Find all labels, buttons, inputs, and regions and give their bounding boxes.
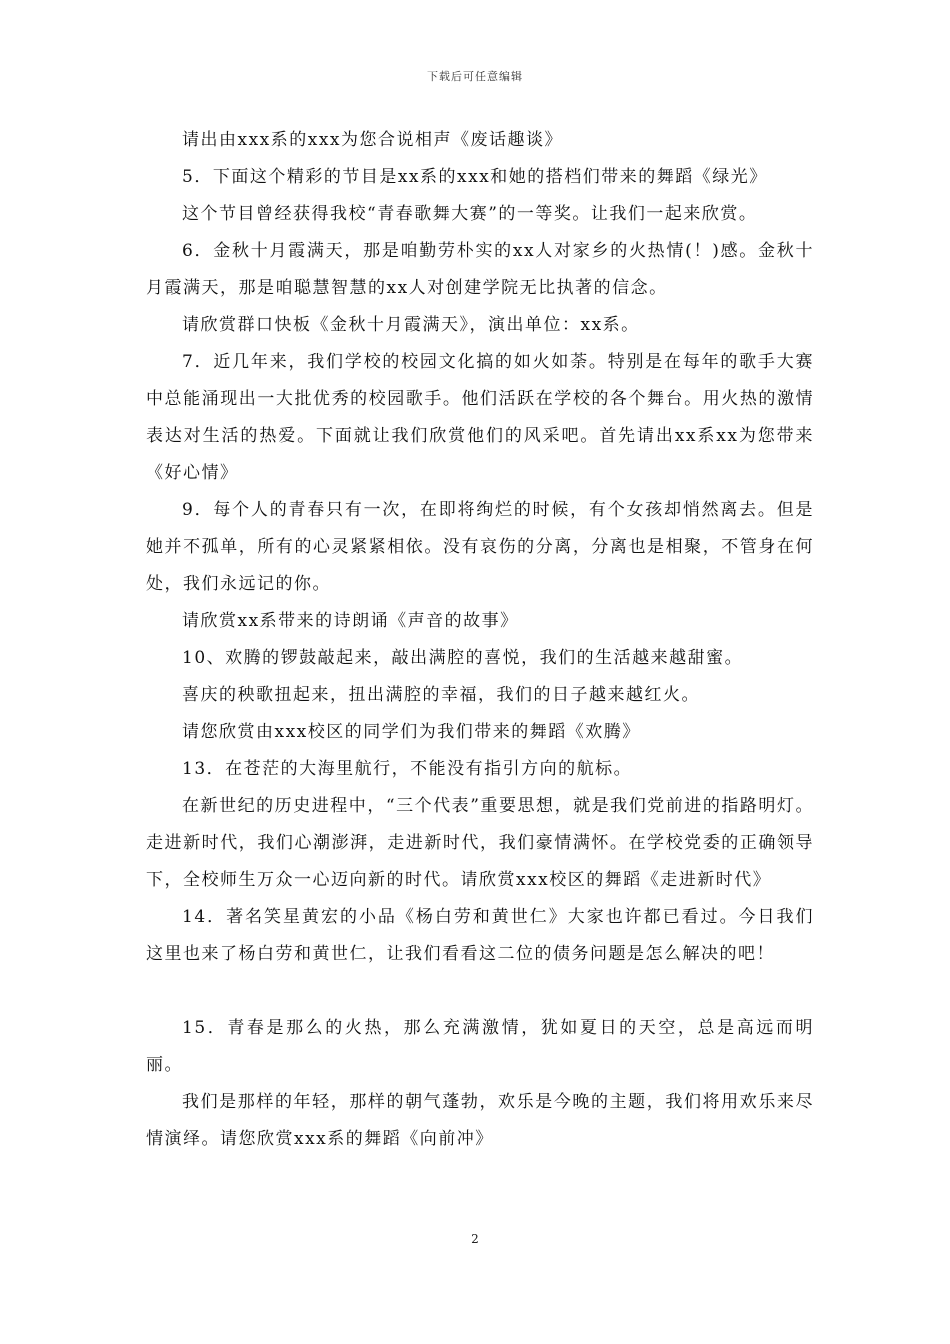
paragraph: 6．金秋十月霞满天，那是咱勤劳朴实的xx人对家乡的火热情(！)感。金秋十月霞满天，那是咱聪慧智慧的xx人对创建学院无比执著的信念。 [146,241,814,298]
document-body [146,122,814,1158]
paragraph: 7．近几年来，我们学校的校园文化搞的如火如荼。特别是在每年的歌手大赛中总能涌现出一大批优秀的校园歌手。他们活跃在学校的各个舞台。用火热的激情表达对生活的热爱。下面就让我们欣赏他们的风采吧。首先请出xx系xx为您带来《好心情》 [146,352,814,483]
paragraph: 9．每个人的青春只有一次，在即将绚烂的时候，有个女孩却悄然离去。但是她并不孤单，所有的心灵紧紧相依。没有哀伤的分离，分离也是相聚，不管身在何处，我们永远记的你。 [146,500,814,594]
paragraph: 请出由xxx系的xxx为您合说相声《废话趣谈》 [182,130,564,150]
paragraph: 13．在苍茫的大海里航行，不能没有指引方向的航标。 [182,759,633,779]
paragraph: 这个节目曾经获得我校“青春歌舞大赛”的一等奖。让我们一起来欣赏。 [182,204,758,224]
page-number: 2 [471,1232,479,1246]
paragraph: 5．下面这个精彩的节目是xx系的xxx和她的搭档们带来的舞蹈《绿光》 [182,167,768,187]
page-header: 下载后可任意编辑 [427,70,523,83]
paragraph: 14．著名笑星黄宏的小品《杨白劳和黄世仁》大家也许都已看过。今日我们这里也来了杨白劳和黄世仁，让我们看看这二位的债务问题是怎么解决的吧！ [146,907,814,964]
paragraph: 请欣赏xx系带来的诗朗诵《声音的故事》 [182,611,519,631]
paragraph: 在新世纪的历史进程中，“三个代表”重要思想，就是我们党前进的指路明灯。走进新时代，我们心潮澎湃，走进新时代，我们豪情满怀。在学校党委的正确领导下，全校师生万众一心迈向新的时代。请欣赏xxx校区的舞蹈《走进新时代》 [146,796,814,890]
paragraph: 我们是那样的年轻，那样的朝气蓬勃，欢乐是今晚的主题，我们将用欢乐来尽情演绎。请您欣赏xxx系的舞蹈《向前冲》 [146,1092,814,1149]
paragraph: 喜庆的秧歌扭起来，扭出满腔的幸福，我们的日子越来越红火。 [182,685,700,705]
paragraph: 10、欢腾的锣鼓敲起来，敲出满腔的喜悦，我们的生活越来越甜蜜。 [182,648,744,668]
paragraph: 请欣赏群口快板《金秋十月霞满天》，演出单位：xx系。 [182,315,640,335]
paragraph: 请您欣赏由xxx校区的同学们为我们带来的舞蹈《欢腾》 [182,722,641,742]
paragraph: 15．青春是那么的火热，那么充满激情，犹如夏日的天空，总是高远而明丽。 [146,1018,814,1075]
blank-line [146,973,814,1010]
